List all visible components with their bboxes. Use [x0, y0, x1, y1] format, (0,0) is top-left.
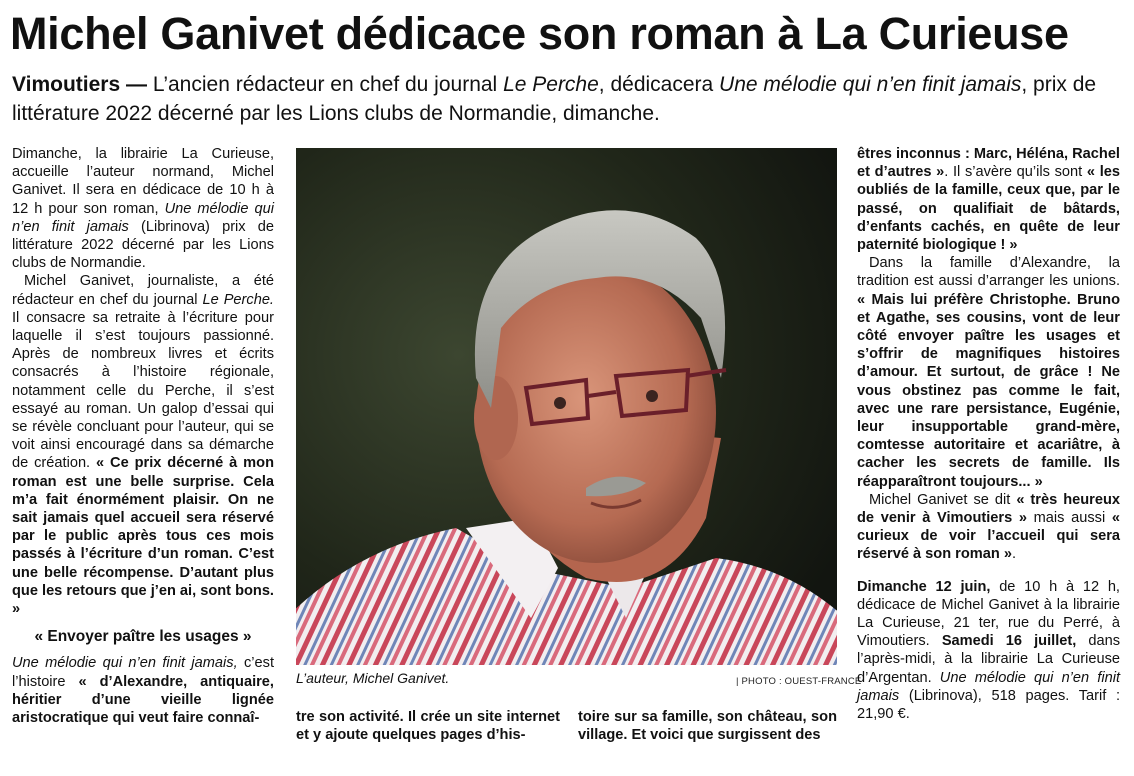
subheading: « Envoyer paître les usages » [34, 628, 252, 646]
article-column-4 [857, 145, 1120, 723]
paragraph [12, 272, 274, 618]
text: . Il s’avère qu’ils sont [944, 164, 1087, 181]
text: . [1011, 546, 1016, 563]
paragraph [857, 145, 1120, 254]
quote: « Mais lui préfère Christophe. Bruno et Agathe, ses cousins, vont de leur côté envoyer paître les usages et s’offrir de magnifiques histoires d’amour. Et surtout, de grâce ! Ne vous obstinez pas comme le fait, avec une rare persistance, Eugénie, leur insupportable grand-mère, comtesse autoritaire et acariâtre, à cacher les secrets de famille. Ils réapparaîtront toujours... » [857, 291, 1120, 490]
lead-text: L’ancien rédacteur en chef du journal [146, 73, 504, 96]
journal-title: Le Perche. [202, 291, 274, 308]
lead-italic: Une mélodie qui n’en finit jamais [719, 73, 1022, 96]
quote: « curieux de voir l’accueil qui sera réservé à son roman » [857, 510, 1120, 563]
event-date: Samedi 16 juillet, [941, 633, 1077, 650]
lead-text: , dédicacera [598, 73, 720, 96]
article-column-2 [296, 708, 560, 744]
text: mais aussi [1026, 510, 1112, 527]
text: (Librinova), 518 pages. Tarif : 21,90 €. [857, 687, 1120, 723]
quote: « très heureux de venir à Vimoutiers » [857, 491, 1120, 527]
lead-paragraph [12, 70, 1122, 128]
article-column-3 [578, 708, 837, 744]
paragraph [857, 254, 1120, 491]
article-column-1 [12, 145, 274, 727]
paragraph [12, 654, 274, 727]
quote: « Ce prix décerné à mon roman est une belle surprise. Cela m’a fait énormément plaisir. On ne sait jamais quel accueil sera réservé par le public après tous ces mois passés à l’écriture d’un roman. C’est une belle récompense. D’autant plus que les retours que j’en ai, sont bons. » [12, 455, 274, 618]
text: Dimanche, la librairie La Curieuse, accueille l’auteur normand, Michel Ganivet. Il sera en dédicace de 10 h à 12 h pour son roman, [12, 146, 274, 217]
lead-text: , prix de littérature 2022 décerné par les Lions clubs de Normandie, dimanche. [12, 73, 1097, 125]
event-date: Dimanche 12 juin, [857, 578, 991, 595]
paragraph [12, 145, 274, 272]
book-title: Une mélodie qui n’en finit jamais, [12, 655, 238, 672]
photo-caption: L’auteur, Michel Ganivet. [296, 670, 450, 686]
book-title: Une mélodie qui n’en finit jamais [857, 669, 1121, 704]
headline: Michel Ganivet dédicace son roman à La Curieuse [10, 8, 1069, 59]
text: (Librinova) prix de littérature 2022 décerné par les Lions clubs de Normandie. [12, 218, 274, 272]
quote: « les oubliés de la famille, ceux que, par le passé, on qualifiait de bâtards, d’enfants cachés, en quête de leur paternité biologique ! » [857, 164, 1120, 254]
dateline: Vimoutiers — [12, 73, 147, 96]
text: de 10 h à 12 h, dédicace de Michel Ganivet à la librairie La Curieuse, 21 ter, rue du Perré, à Vimoutiers. [857, 578, 1120, 650]
text: Michel Ganivet se dit [869, 491, 1017, 508]
text: Dans la famille d’Alexandre, la tradition est aussi d’arranger les unions. [857, 255, 1120, 290]
author-photo [296, 148, 837, 665]
text: Il consacre sa retraite à l’écriture pour laquelle il s’est toujours passionné. Après de nombreux livres et écrits consacrés à l’histoire régionale, notamment celle du Perche, il s’est essayé au roman. Un galop d’essai qui se révèle concluant pour l’auteur, qui se voit ainsi encouragé dans sa démarche de création. [12, 309, 274, 472]
photo-credit: | PHOTO : OUEST-FRANCE [736, 676, 862, 687]
paragraph [857, 491, 1120, 564]
lead-italic: Le Perche [503, 73, 599, 96]
text: dans l’après-midi, à la librairie La Curieuse d’Argentan. [857, 633, 1121, 686]
paragraph: tre son activité. Il crée un site internet et y ajoute quelques pages d’his- [296, 709, 560, 744]
book-title: Une mélodie qui n’en finit jamais [12, 200, 275, 235]
text: c’est l’histoire [12, 655, 274, 690]
practical-info [857, 578, 1120, 724]
text: Michel Ganivet, journaliste, a été rédacteur en chef du journal [12, 273, 274, 308]
quote: êtres inconnus : Marc, Héléna, Rachel et d’autres » [857, 146, 1120, 181]
quote: « d’Alexandre, antiquaire, héritier d’une vieille lignée aristocratique qui veut faire connaî- [12, 673, 274, 727]
paragraph: toire sur sa famille, son château, son village. Et voici que surgissent des [578, 709, 837, 744]
